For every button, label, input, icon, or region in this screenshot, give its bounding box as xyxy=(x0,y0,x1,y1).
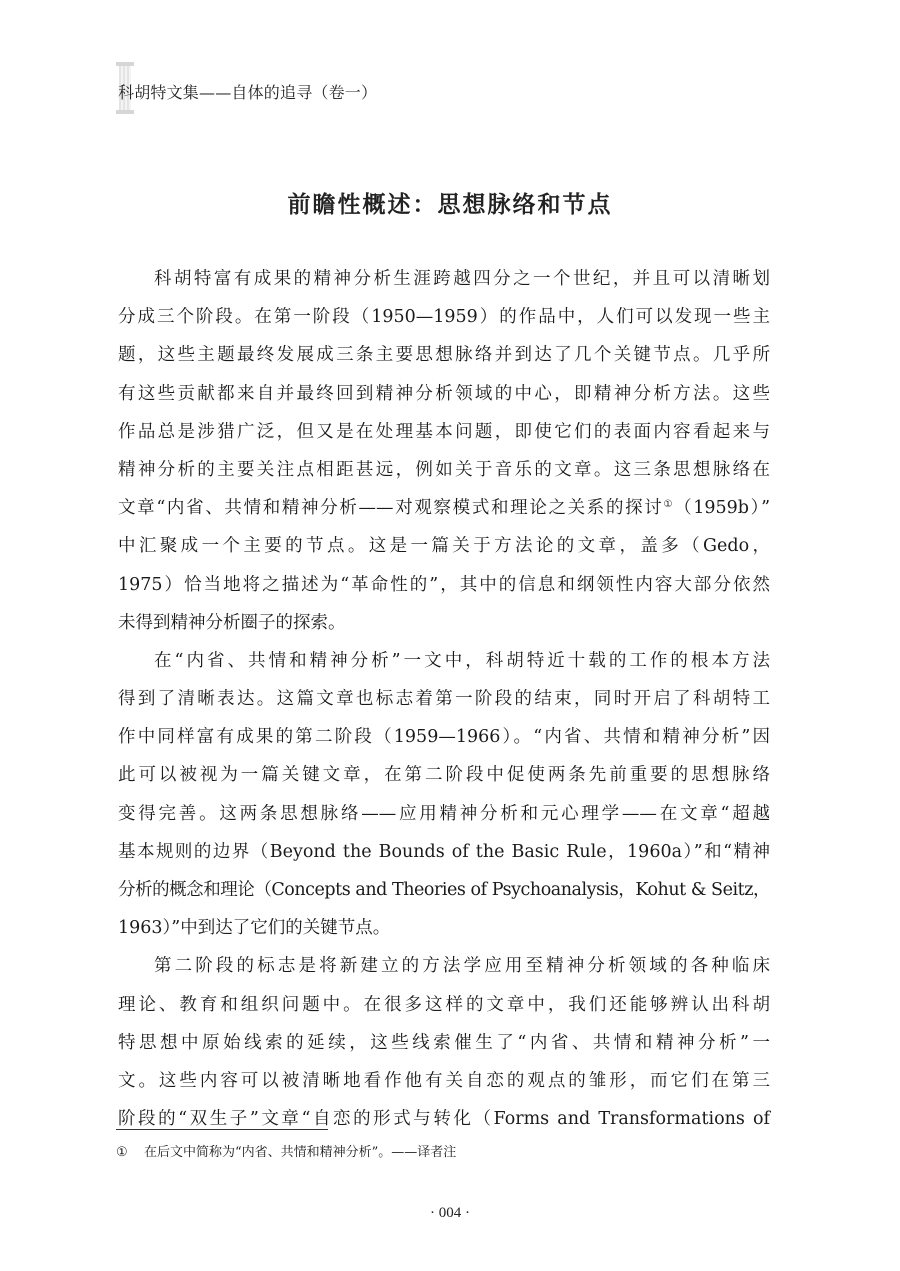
text-line: 此可以被视为一篇关键文章，在第二阶段中促使两条先前重要的思想脉络 xyxy=(118,765,770,786)
paragraph-1 xyxy=(118,260,770,642)
text-line: 阶段的“双生子”文章“自恋的形式与转化（Forms and Transformations of xyxy=(118,1109,770,1130)
footnote-divider xyxy=(116,1129,328,1130)
text-line: 精神分析的主要关注点相距甚远，例如关于音乐的文章。这三条思想脉络在 xyxy=(118,459,770,480)
text-line: 变得完善。这两条思想脉络——应用精神分析和元心理学——在文章“超越 xyxy=(118,803,770,824)
chapter-title: 前瞻性概述：思想脉络和节点 xyxy=(287,192,613,218)
text-segment: （1959b）” xyxy=(674,498,771,519)
footnote-marker: ① xyxy=(116,1145,128,1160)
text-line-with-footnote xyxy=(118,489,770,527)
footnote xyxy=(116,1141,456,1160)
text-line: 1963）”中到达了它们的关键节点。 xyxy=(118,918,391,939)
text-line: 中汇聚成一个主要的节点。这是一篇关于方法论的文章，盖多（Gedo， xyxy=(118,536,770,557)
text-line: 科胡特富有成果的精神分析生涯跨越四分之一个世纪，并且可以清晰划 xyxy=(154,269,770,289)
text-line: 理论、教育和组织问题中。在很多这样的文章中，我们还能够辨认出科胡 xyxy=(118,994,770,1015)
text-line: 1975）恰当地将之描述为“革命性的”，其中的信息和纲领性内容大部分依然 xyxy=(118,574,770,595)
text-line: 得到了清晰表达。这篇文章也标志着第一阶段的结束，同时开启了科胡特工 xyxy=(118,689,770,710)
text-line: 题，这些主题最终发展成三条主要思想脉络并到达了几个关键节点。几乎所 xyxy=(118,345,770,366)
text-line: 未得到精神分析圈子的探索。 xyxy=(118,612,346,633)
text-line: 作品总是涉猎广泛，但又是在处理基本问题，即使它们的表面内容看起来与 xyxy=(118,421,770,442)
paragraph-3 xyxy=(118,947,770,1138)
text-line: 在“内省、共情和精神分析”一文中，科胡特近十载的工作的根本方法 xyxy=(154,650,770,671)
page-number: · 004 · xyxy=(430,1205,470,1221)
body-text xyxy=(118,260,770,1138)
text-line: 作中同样富有成果的第二阶段（1959—1966）。“内省、共情和精神分析”因 xyxy=(118,727,770,748)
running-head-title: 科胡特文集——自体的追寻（卷一） xyxy=(118,83,378,102)
text-line: 文。这些内容可以被清晰地看作他有关自恋的观点的雏形，而它们在第三 xyxy=(118,1070,770,1091)
text-line: 特思想中原始线索的延续，这些线索催生了“内省、共情和精神分析”一 xyxy=(118,1032,770,1053)
footnote-text: 在后文中简称为“内省、共情和精神分析”。——译者注 xyxy=(144,1145,457,1160)
text-line: 分成三个阶段。在第一阶段（1950—1959）的作品中，人们可以发现一些主 xyxy=(118,307,770,328)
footnote-reference[interactable]: ① xyxy=(663,499,675,511)
text-line: 分析的概念和理论（Concepts and Theories of Psychoanalysis，Kohut & Seitz， xyxy=(118,880,770,900)
text-line: 基本规则的边界（Beyond the Bounds of the Basic Rule，1960a）”和“精神 xyxy=(118,841,770,862)
text-line: 有这些贡献都来自并最终回到精神分析领域的中心，即精神分析方法。这些 xyxy=(118,383,770,404)
text-line: 第二阶段的标志是将新建立的方法学应用至精神分析领域的各种临床 xyxy=(154,956,770,977)
text-segment: 文章“内省、共情和精神分析——对观察模式和理论之关系的探讨 xyxy=(118,498,664,519)
paragraph-2 xyxy=(118,642,770,948)
